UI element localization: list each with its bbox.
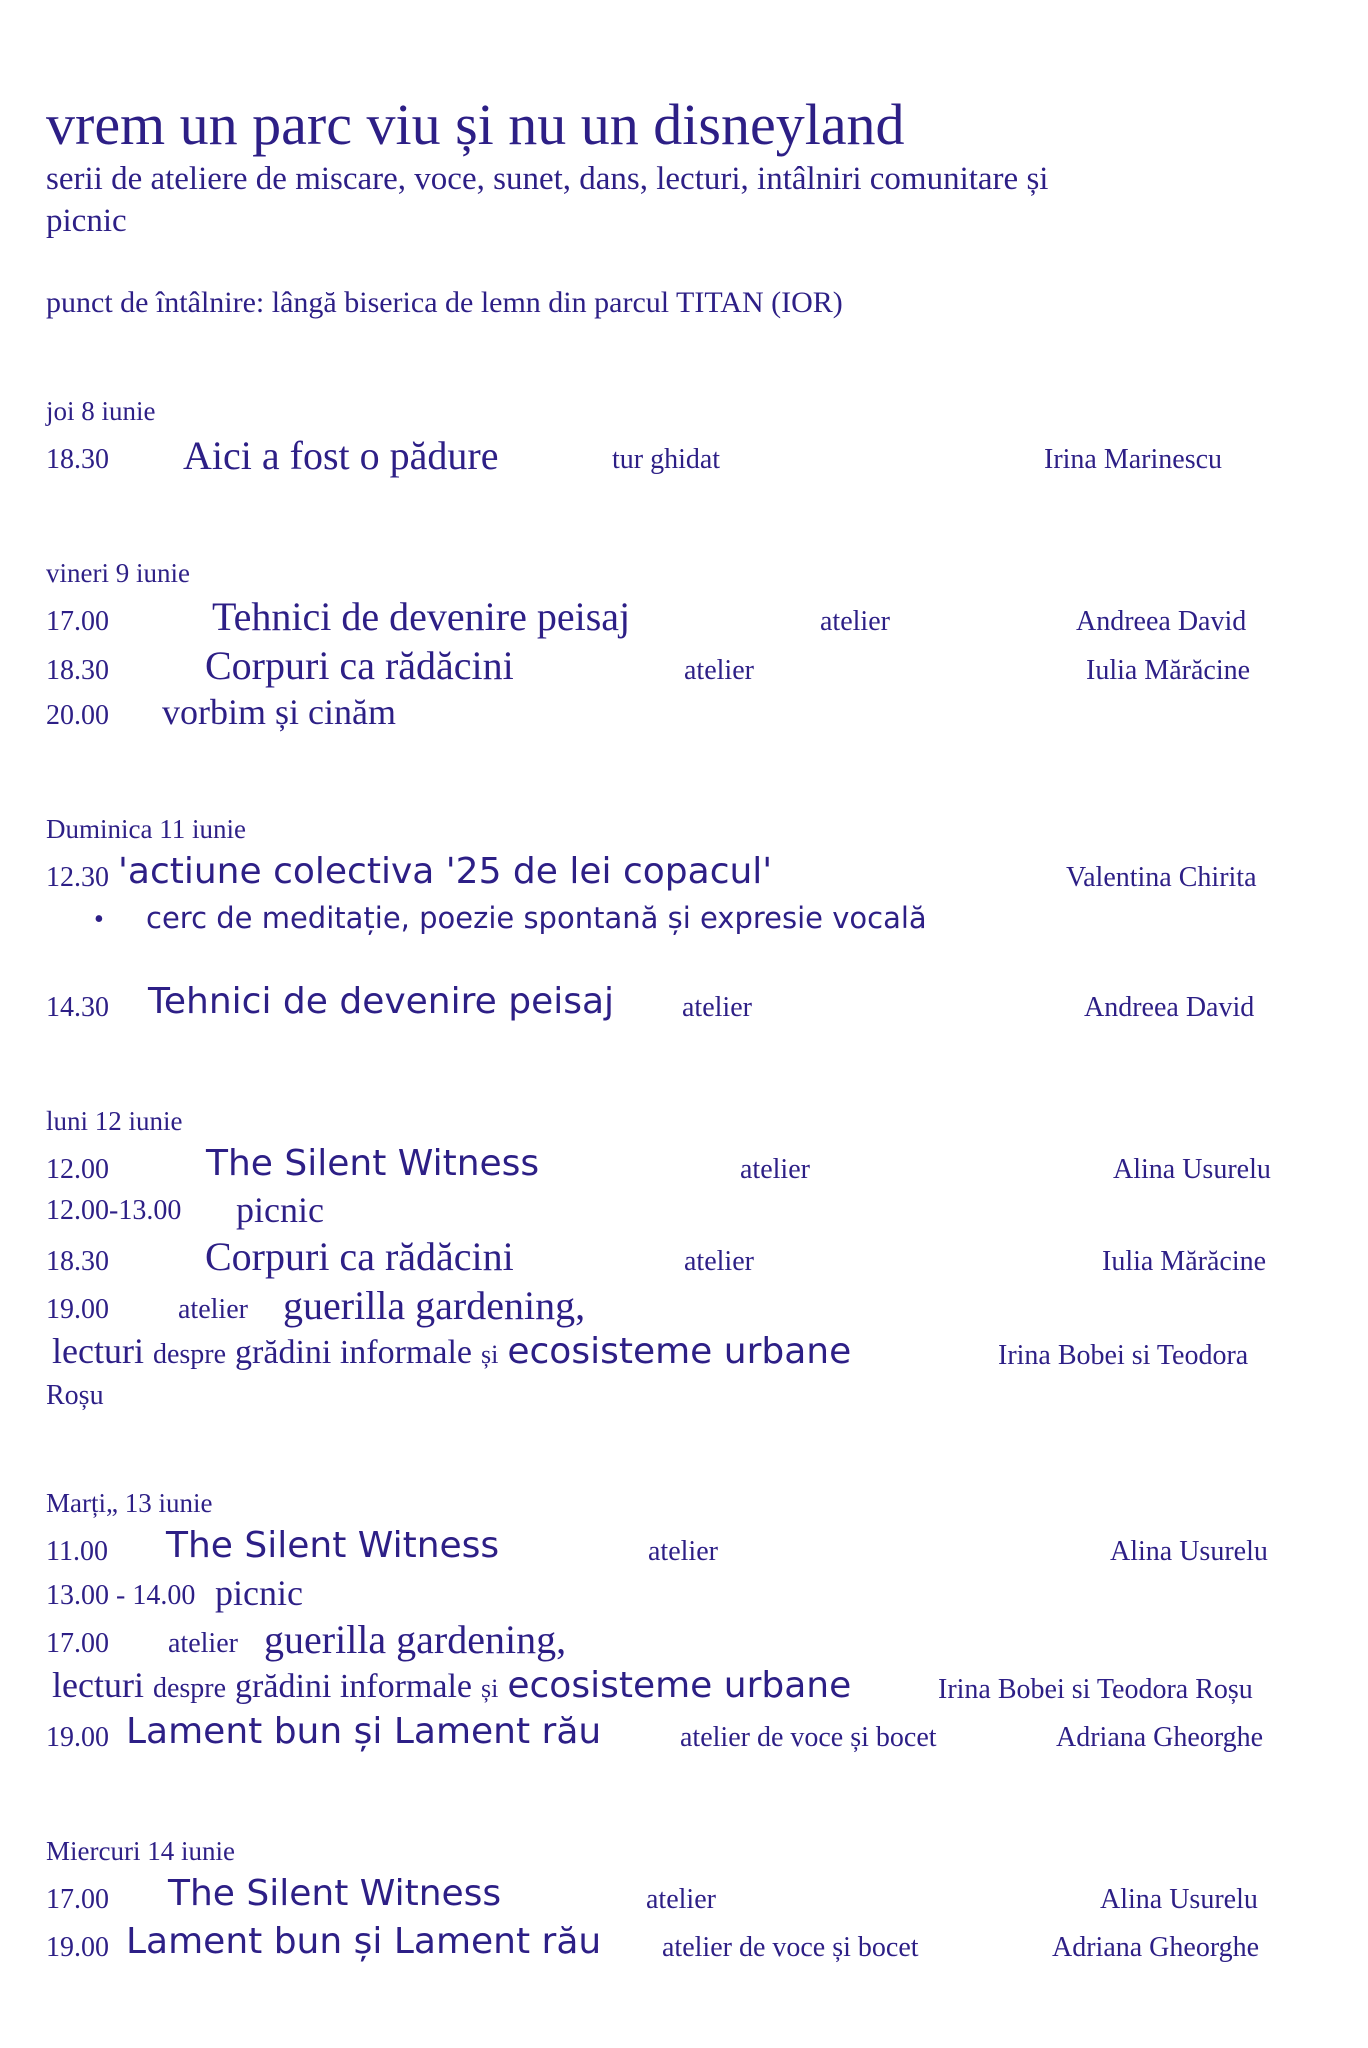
event-type: atelier xyxy=(684,1246,754,1277)
event-type: atelier xyxy=(820,606,890,637)
event-type: atelier xyxy=(178,1294,248,1325)
event-time: 13.00 - 14.00 xyxy=(46,1580,196,1611)
event-host: Irina Bobei si Teodora xyxy=(998,1340,1249,1371)
event-type: atelier de voce și bocet xyxy=(680,1722,937,1753)
event-type: atelier xyxy=(646,1884,716,1915)
event-time: 14.30 xyxy=(46,992,109,1023)
event-time: 12.00 xyxy=(46,1154,109,1185)
event-host-continued: Roșu xyxy=(46,1380,104,1411)
event-time: 19.00 xyxy=(46,1932,109,1963)
event-host: Adriana Gheorghe xyxy=(1052,1932,1260,1963)
event-time: 19.00 xyxy=(46,1722,109,1753)
event-time: 20.00 xyxy=(46,700,109,731)
subtitle-line-2: picnic xyxy=(46,203,127,239)
event-type: atelier xyxy=(682,992,752,1023)
event-title: Aici a fost o pădure xyxy=(183,433,499,478)
event-type: atelier xyxy=(648,1536,718,1567)
day-label: Duminica 11 iunie xyxy=(46,814,246,844)
event-time: 17.00 xyxy=(46,606,109,637)
event-title: The Silent Witness xyxy=(166,1525,500,1566)
page-title: vrem un parc viu și nu un disneyland xyxy=(46,92,905,157)
line2-word: și xyxy=(481,1674,499,1703)
event-time: 18.30 xyxy=(46,655,109,686)
line2-word: grădini informale xyxy=(235,1668,473,1705)
event-title: vorbim și cinăm xyxy=(162,692,396,732)
event-time: 11.00 xyxy=(46,1536,108,1567)
event-bullet: cerc de meditație, poezie spontană și expresie vocală xyxy=(146,901,927,935)
event-title: picnic xyxy=(215,1573,303,1613)
event-host: Andreea David xyxy=(1076,606,1247,637)
event-title: Lament bun și Lament rău xyxy=(126,1921,602,1962)
event-host: Andreea David xyxy=(1084,992,1255,1023)
day-label: joi 8 iunie xyxy=(46,396,156,426)
event-time: 12.30 xyxy=(46,862,109,893)
event-title: Tehnici de devenire peisaj xyxy=(212,594,631,639)
event-host: Valentina Chirita xyxy=(1066,862,1257,893)
event-title: The Silent Witness xyxy=(206,1143,540,1184)
event-title: guerilla gardening, xyxy=(283,1283,586,1328)
event-line2 xyxy=(52,1667,851,1704)
event-title: Corpuri ca rădăcini xyxy=(205,643,514,688)
event-title: Corpuri ca rădăcini xyxy=(205,1234,514,1279)
bullet-icon: • xyxy=(94,904,104,935)
line2-word: ecosisteme urbane xyxy=(507,1331,852,1372)
event-host: Iulia Mărăcine xyxy=(1102,1246,1267,1277)
event-host: Alina Usurelu xyxy=(1113,1154,1271,1185)
meeting-point: punct de întâlnire: lângă biserica de lemn din parcul TITAN (IOR) xyxy=(46,286,843,319)
line2-word: ecosisteme urbane xyxy=(507,1665,852,1706)
event-time: 17.00 xyxy=(46,1884,109,1915)
event-host: Alina Usurelu xyxy=(1110,1536,1268,1567)
event-host: Irina Bobei si Teodora Roșu xyxy=(938,1674,1253,1705)
event-title: The Silent Witness xyxy=(168,1873,502,1914)
event-host: Irina Marinescu xyxy=(1044,444,1223,475)
event-line2 xyxy=(52,1333,851,1370)
event-type: atelier de voce și bocet xyxy=(662,1932,919,1963)
event-host: Adriana Gheorghe xyxy=(1056,1722,1264,1753)
event-time: 17.00 xyxy=(46,1628,109,1659)
event-host: Iulia Mărăcine xyxy=(1086,655,1251,686)
day-label: Marți„ 13 iunie xyxy=(46,1488,213,1518)
day-label: Miercuri 14 iunie xyxy=(46,1836,235,1866)
day-label: luni 12 iunie xyxy=(46,1106,183,1136)
event-type: atelier xyxy=(740,1154,810,1185)
event-title: Lament bun și Lament rău xyxy=(126,1711,602,1752)
line2-word: despre xyxy=(152,1673,227,1704)
line2-word: grădini informale xyxy=(235,1334,473,1371)
event-type: tur ghidat xyxy=(612,444,721,475)
subtitle-line-1: serii de ateliere de miscare, voce, sunet, dans, lecturi, intâlniri comunitare și xyxy=(46,161,1049,197)
line2-word: și xyxy=(481,1340,499,1369)
event-title: Tehnici de devenire peisaj xyxy=(148,981,615,1022)
event-title: guerilla gardening, xyxy=(264,1617,567,1662)
line2-word: lecturi xyxy=(52,1331,144,1371)
line2-word: lecturi xyxy=(52,1665,144,1705)
event-time: 12.00-13.00 xyxy=(46,1195,182,1226)
day-label: vineri 9 iunie xyxy=(46,558,190,588)
event-host: Alina Usurelu xyxy=(1100,1884,1258,1915)
event-title: 'actiune colectiva '25 de lei copacul' xyxy=(118,851,773,892)
event-title: picnic xyxy=(236,1190,324,1230)
line2-word: despre xyxy=(152,1339,227,1370)
event-time: 18.30 xyxy=(46,444,109,475)
event-time: 19.00 xyxy=(46,1294,109,1325)
event-time: 18.30 xyxy=(46,1246,109,1277)
event-type: atelier xyxy=(684,655,754,686)
event-type: atelier xyxy=(168,1628,238,1659)
